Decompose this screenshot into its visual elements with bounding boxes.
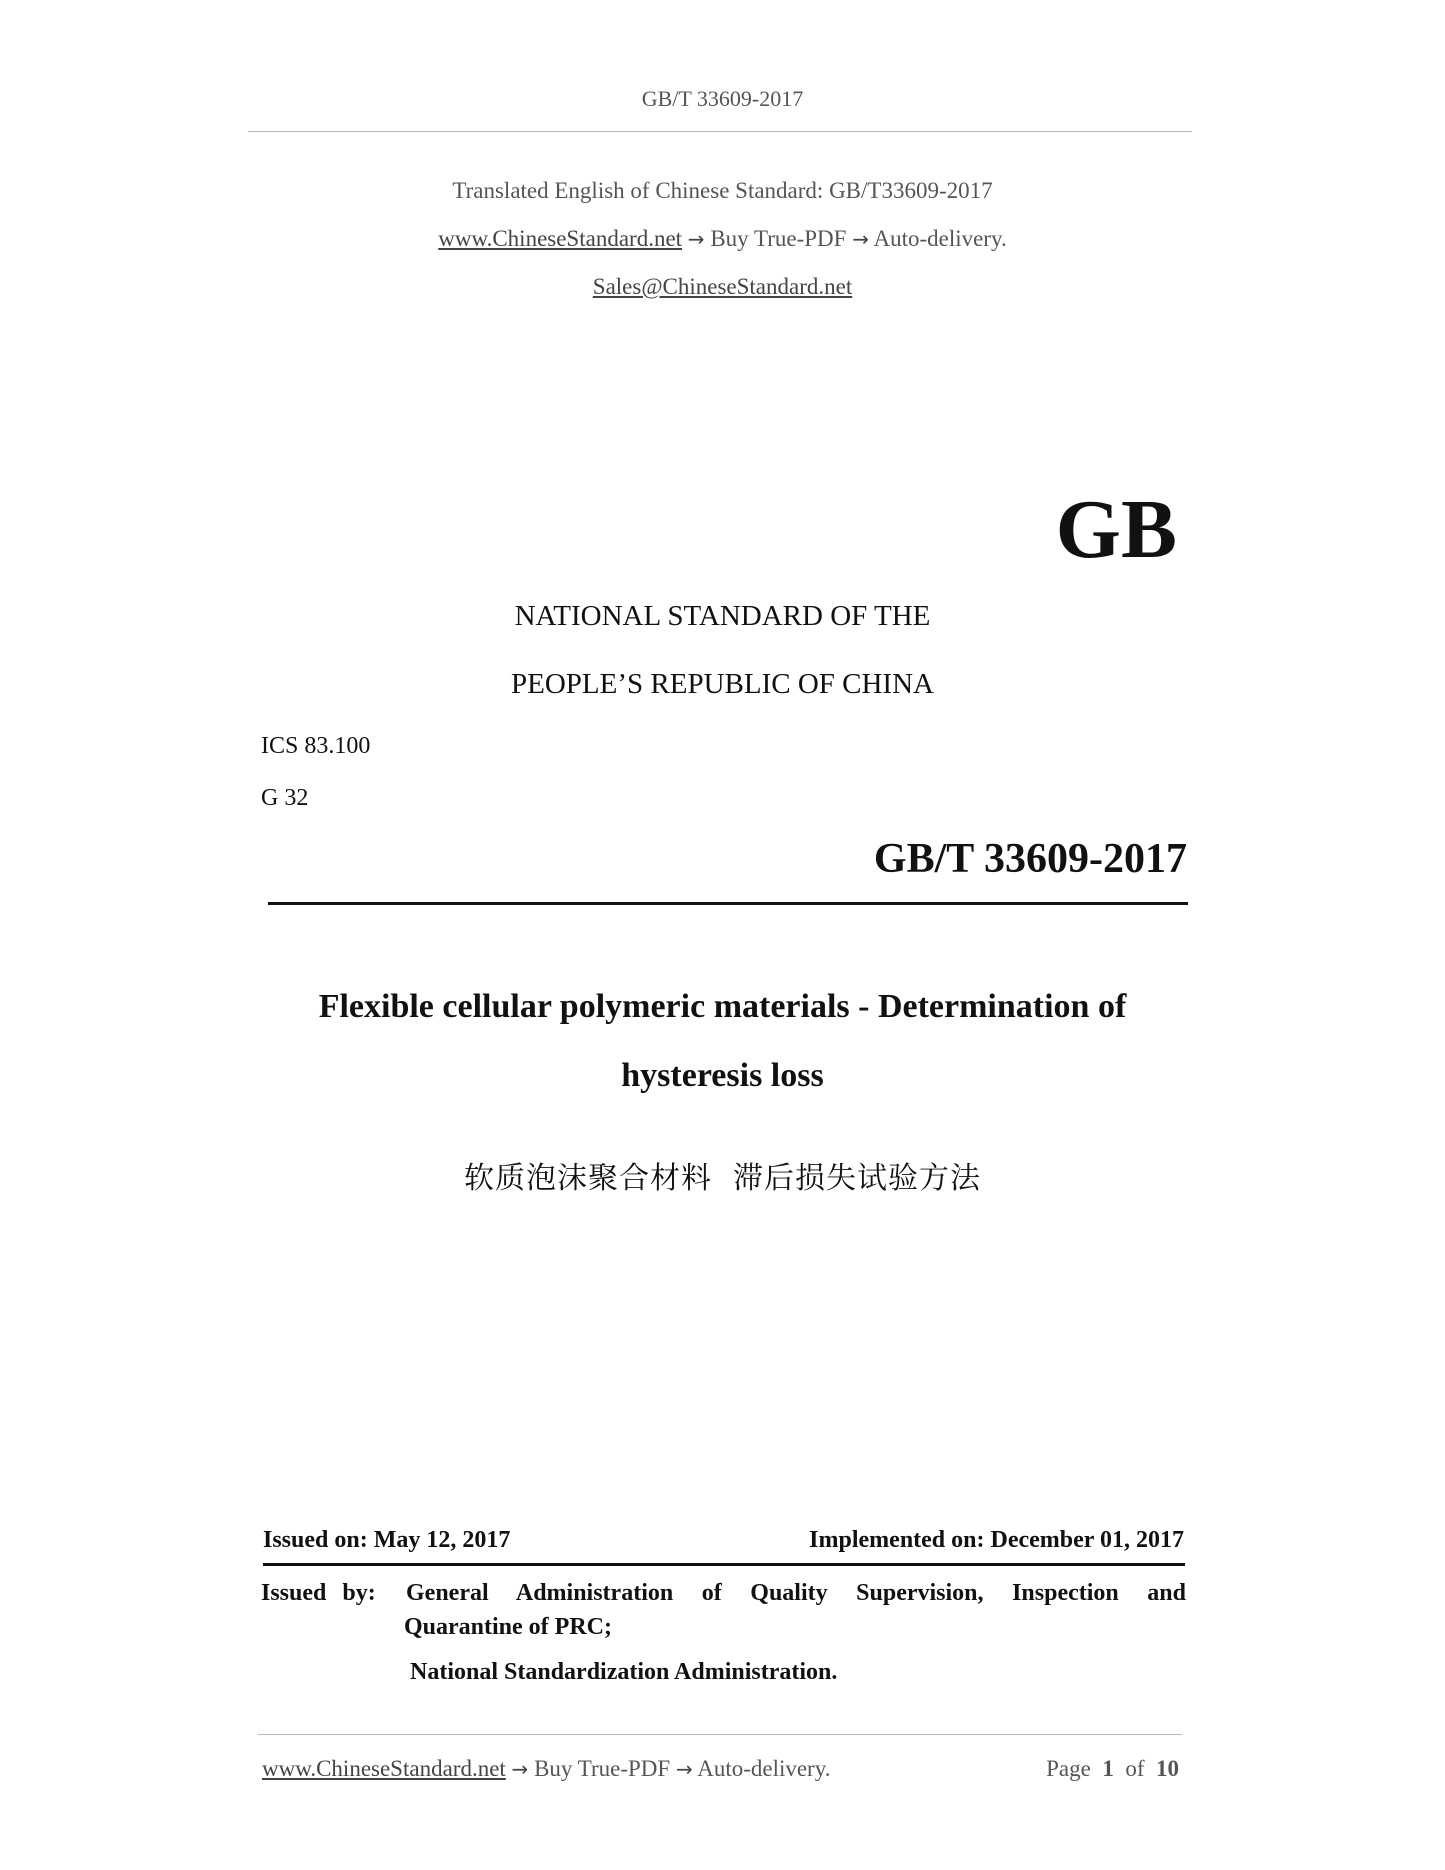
running-header [0, 86, 1445, 112]
gb-mark: GB [1055, 483, 1177, 576]
dates-rule [263, 1563, 1185, 1566]
footer-site-link[interactable]: www.ChineseStandard.net [262, 1756, 506, 1781]
issued-by-label: Issued by: [261, 1580, 376, 1606]
title-line2: hysteresis loss [621, 1057, 824, 1094]
page-total: 10 [1156, 1756, 1179, 1781]
footer-links [262, 1756, 830, 1782]
national-standard-line2: PEOPLE’S REPUBLIC OF CHINA [511, 668, 934, 700]
standard-number: GB/T 33609-2017 [873, 836, 1187, 882]
chinese-title: 软质泡沫聚合材料 滞后损失试验方法 [463, 1161, 982, 1196]
issued-on: Issued on: May 12, 2017 [263, 1527, 511, 1553]
banner-line1-text: Translated English of Chinese Standard: GB/T33609-2017 [452, 178, 993, 203]
auto-delivery-text: Auto-delivery. [873, 226, 1007, 251]
title-line1: Flexible cellular polymeric materials - Determination of [318, 988, 1127, 1025]
page-label: Page [1046, 1756, 1091, 1781]
issuer-line1: General Administration of Quality Supervision, Inspection and [406, 1580, 1186, 1606]
banner-line3 [0, 274, 1445, 300]
banner-line2 [0, 226, 1445, 252]
header-divider [248, 131, 1192, 132]
standard-number-rule [268, 902, 1188, 905]
issuer-line3: National Standardization Administration. [410, 1659, 838, 1685]
ics-code: ICS 83.100 [261, 733, 371, 759]
page-indicator [1046, 1756, 1179, 1782]
footer-auto-delivery-text: Auto-delivery. [697, 1756, 831, 1781]
implemented-on: Implemented on: December 01, 2017 [809, 1527, 1184, 1553]
issuer-line2: Quarantine of PRC; [404, 1614, 612, 1640]
buy-true-pdf-text: Buy True-PDF [710, 226, 847, 251]
arrow-right-icon: → [852, 227, 869, 251]
ccs-code: G 32 [261, 785, 309, 811]
footer-buy-true-pdf-text: Buy True-PDF [534, 1756, 671, 1781]
national-standard-line1: NATIONAL STANDARD OF THE [514, 600, 931, 632]
footer-divider [258, 1734, 1182, 1735]
running-title: GB/T 33609-2017 [641, 86, 804, 111]
page-current: 1 [1102, 1756, 1114, 1781]
arrow-right-icon: → [687, 227, 705, 251]
email-link[interactable]: Sales@ChineseStandard.net [592, 274, 853, 299]
page-of: of [1125, 1756, 1145, 1781]
arrow-right-icon: → [675, 1757, 693, 1781]
banner-line1 [0, 178, 1445, 204]
arrow-right-icon: → [511, 1757, 529, 1781]
site-link[interactable]: www.ChineseStandard.net [438, 226, 683, 251]
